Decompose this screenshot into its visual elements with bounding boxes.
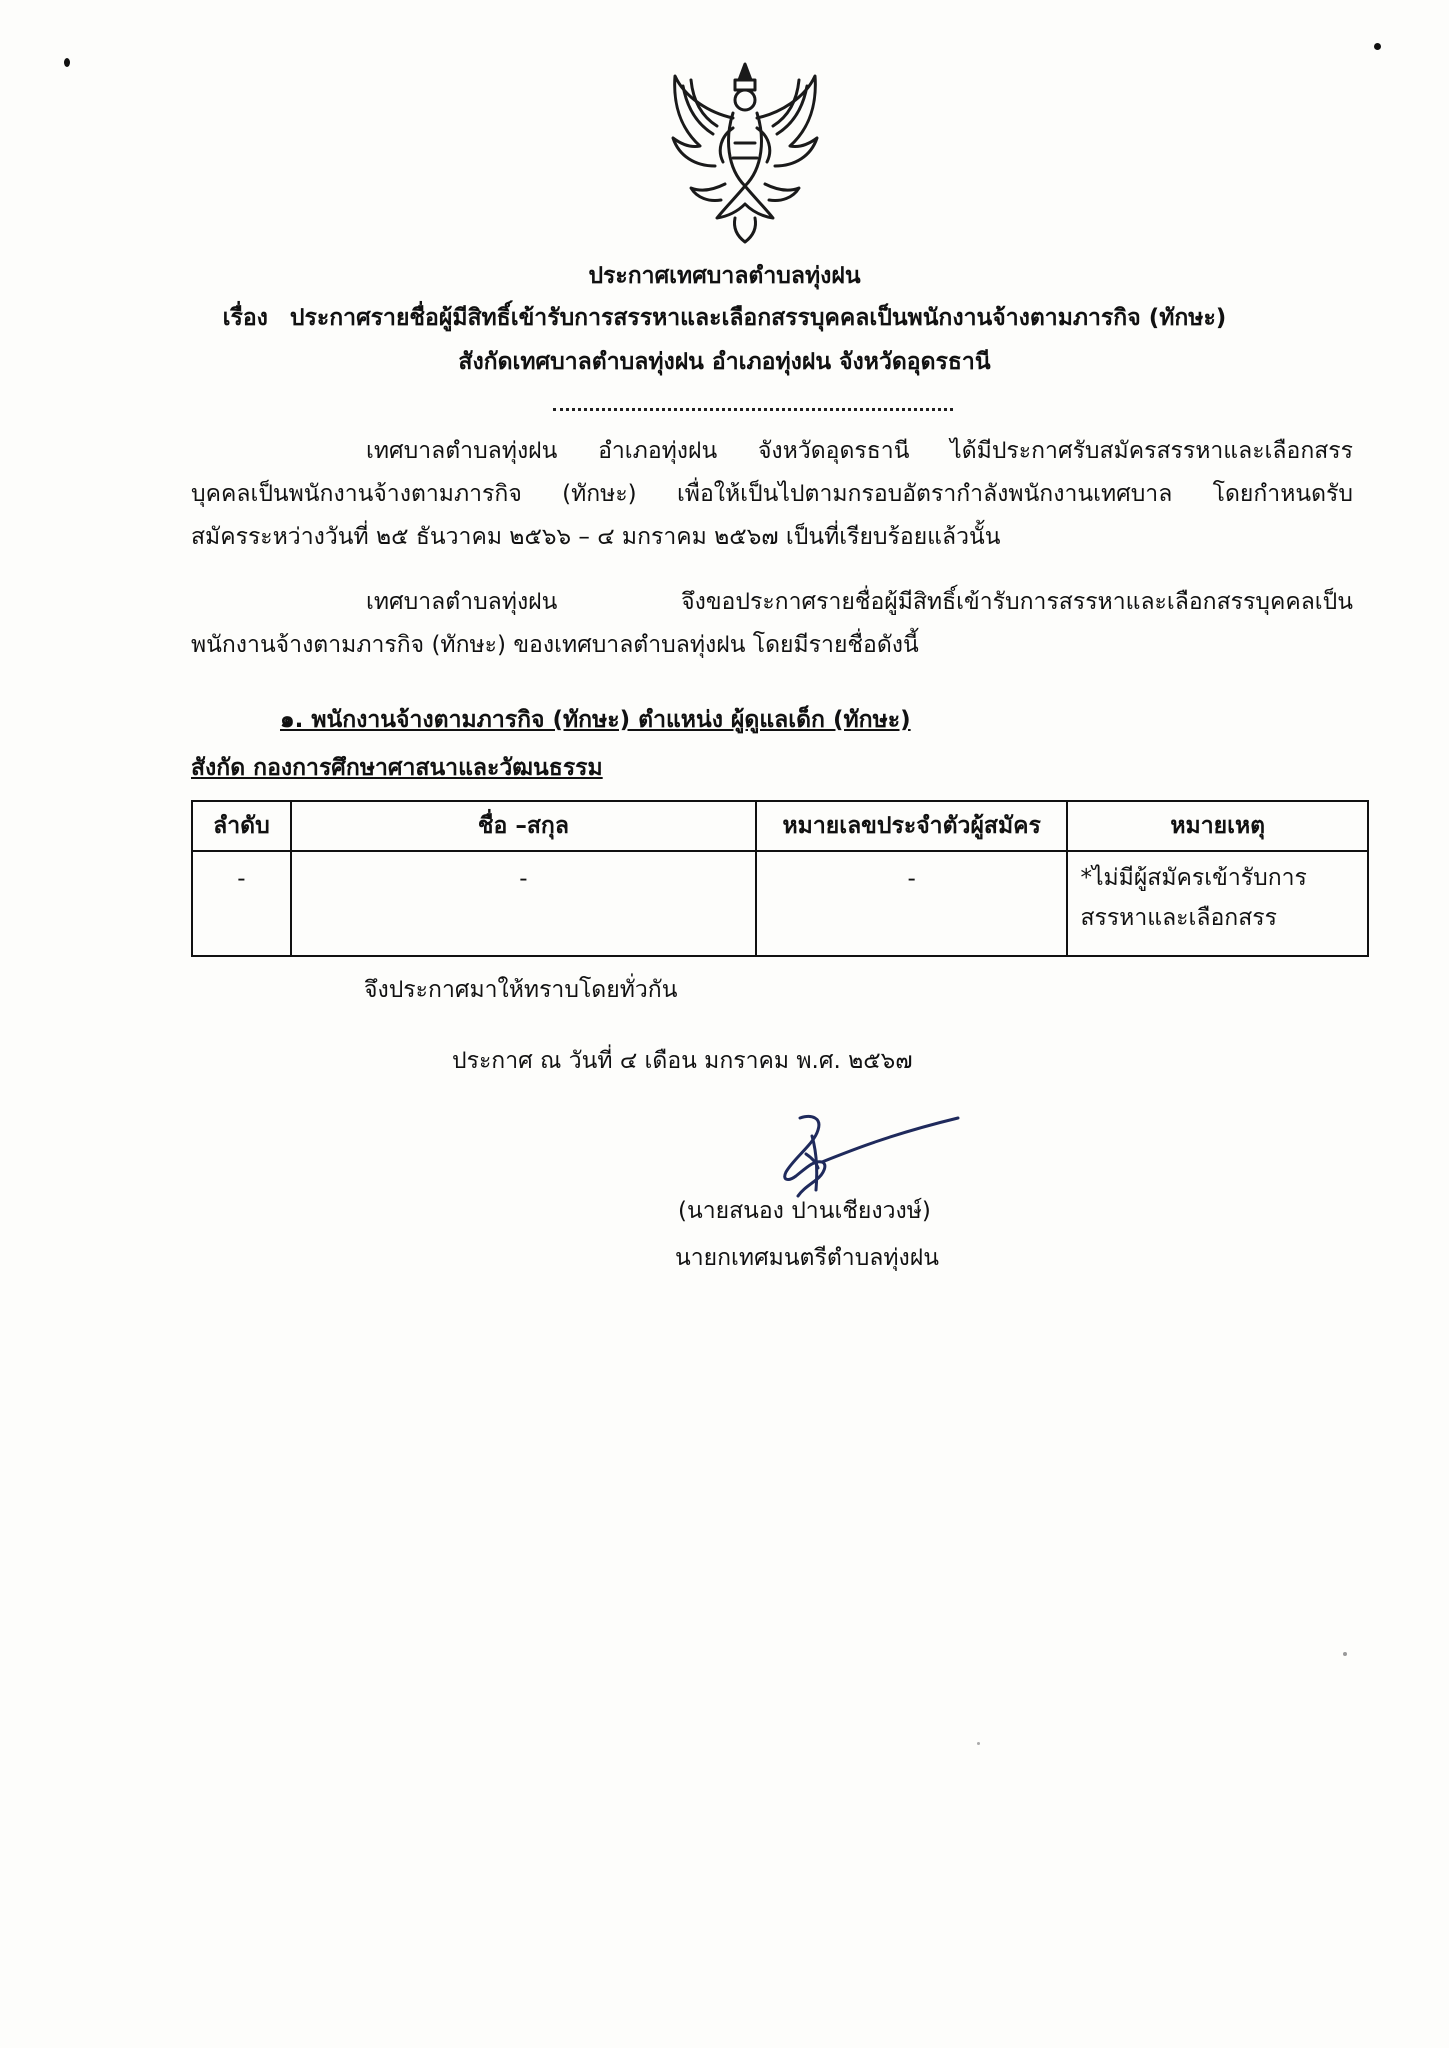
scan-speck [977,1742,980,1745]
column-header-note: หมายเหตุ [1067,801,1368,851]
column-header-name: ชื่อ –สกุล [291,801,756,851]
handwritten-signature [772,1110,962,1202]
dotted-divider [553,408,953,411]
paragraph-line: บุคคลเป็นพนักงานจ้างตามภารกิจ (ทักษะ) เพื่อให้เป็นไปตามกรอบอัตรากำลังพนักงานเทศบาล โดยกำหนดรับ [191,481,1353,507]
scan-speck [64,58,70,67]
subject-label: เรื่อง [222,305,268,331]
document-title: ประกาศเทศบาลตำบลทุ่งฝน [588,263,861,289]
cell-name: - [291,851,756,956]
column-header-applicant-id: หมายเลขประจำตัวผู้สมัคร [756,801,1068,851]
section-affiliation: สังกัด กองการศึกษาศาสนาและวัฒนธรรม [191,755,603,781]
paragraph-line: เทศบาลตำบลทุ่งฝน จึงขอประกาศรายชื่อผู้มีสิทธิ์เข้ารับการสรรหาและเลือกสรรบุคคลเป็น [366,589,1353,615]
paragraph-line: พนักงานจ้างตามภารกิจ (ทักษะ) ของเทศบาลตำบลทุ่งฝน โดยมีรายชื่อดังนี้ [191,632,919,658]
table-header-row [192,801,1368,851]
scan-speck [1343,1652,1347,1656]
applicant-table [191,800,1369,957]
cell-applicant-id: - [756,851,1068,956]
paragraph-line: เทศบาลตำบลทุ่งฝน อำเภอทุ่งฝน จังหวัดอุดรธานี ได้มีประกาศรับสมัครสรรหาและเลือกสรร [366,438,1353,464]
garuda-emblem-icon [655,58,835,246]
paragraph-2 [191,581,1353,667]
cell-note [1067,851,1368,956]
column-header-order: ลำดับ [192,801,291,851]
table-row [192,851,1368,956]
signer-name: (นายสนอง ปานเชียงวงษ์) [678,1198,931,1224]
document-subject [0,300,1449,336]
paragraph-1 [191,430,1353,559]
section-heading: ๑. พนักงานจ้างตามภารกิจ (ทักษะ) ตำแหน่ง ผู้ดูแลเด็ก (ทักษะ) [280,707,911,733]
announcement-date: ประกาศ ณ วันที่ ๔ เดือน มกราคม พ.ศ. ๒๕๖๗ [452,1048,913,1074]
scan-speck [1374,43,1381,50]
note-line: สรรหาและเลือกสรร [1080,905,1277,931]
note-line: *ไม่มีผู้สมัครเข้ารับการ [1080,865,1307,891]
document-subject-line2: สังกัดเทศบาลตำบลทุ่งฝน อำเภอทุ่งฝน จังหวัดอุดรธานี [458,349,991,375]
signer-position: นายกเทศมนตรีตำบลทุ่งฝน [675,1245,939,1271]
cell-order: - [192,851,291,956]
paragraph-line: สมัครระหว่างวันที่ ๒๕ ธันวาคม ๒๕๖๖ – ๔ มกราคม ๒๕๖๗ เป็นที่เรียบร้อยแล้วนั้น [191,524,1001,550]
closing-statement: จึงประกาศมาให้ทราบโดยทั่วกัน [364,977,678,1003]
subject-text: ประกาศรายชื่อผู้มีสิทธิ์เข้ารับการสรรหาและเลือกสรรบุคคลเป็นพนักงานจ้างตามภารกิจ (ทักษะ) [289,305,1227,331]
